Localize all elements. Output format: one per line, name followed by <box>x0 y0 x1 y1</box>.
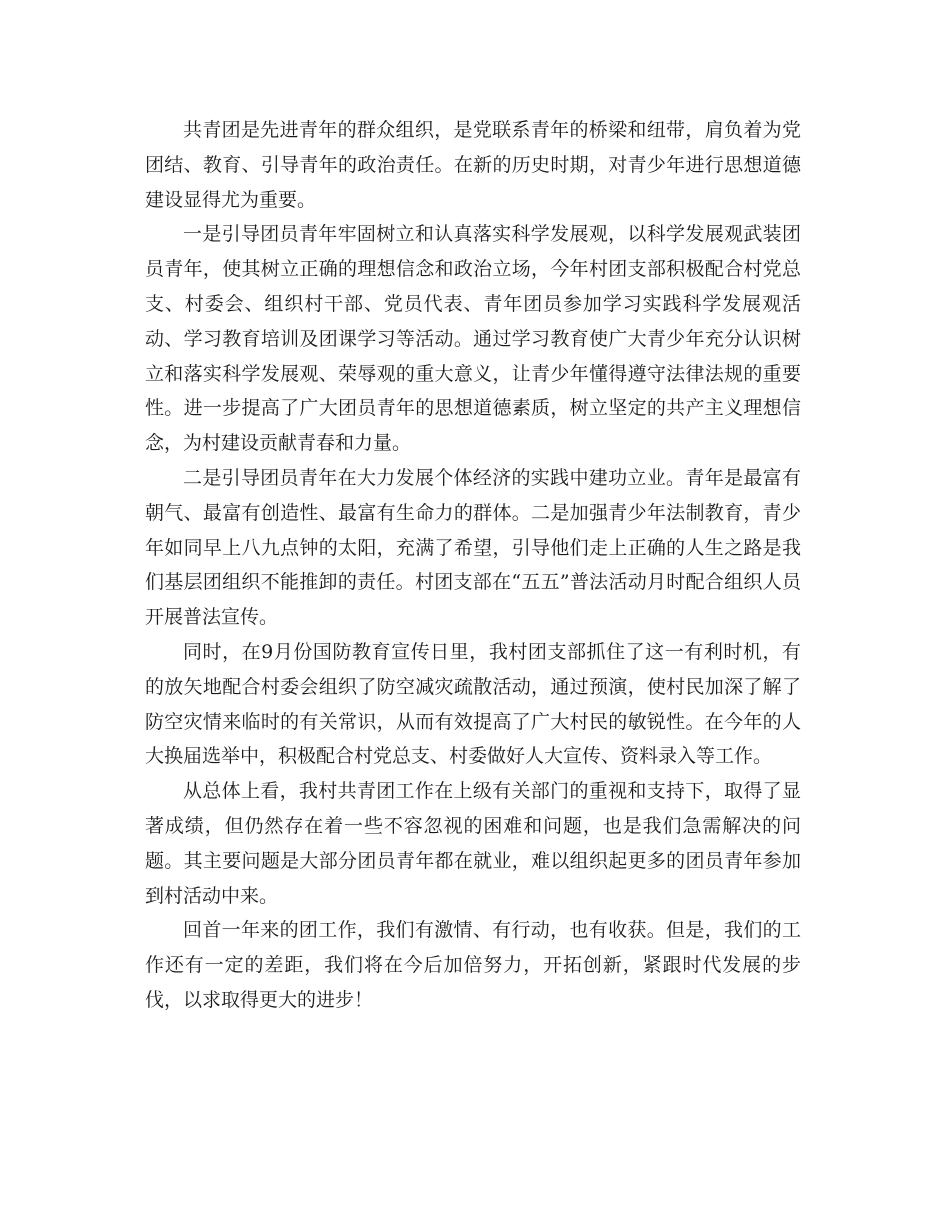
paragraph-1: 共青团是先进青年的群众组织，是党联系青年的桥梁和纽带，肩负着为党团结、教育、引导青年的政治责任。在新的历史时期，对青少年进行思想道德建设显得尤为重要。 <box>145 119 801 211</box>
document-body <box>145 113 801 1018</box>
paragraph-5: 从总体上看，我村共青团工作在上级有关部门的重视和支持下，取得了显著成绩，但仍然存在着一些不容忽视的困难和问题，也是我们急需解决的问题。其主要问题是大部分团员青年都在就业，难以组织起更多的团员青年参加到村活动中来。 <box>145 780 801 907</box>
paragraph-2: 一是引导团员青年牢固树立和认真落实科学发展观，以科学发展观武装团员青年，使其树立正确的理想信念和政治立场，今年村团支部积极配合村党总支、村委会、组织村干部、党员代表、青年团员参加学习实践科学发展观活动、学习教育培训及团课学习等活动。通过学习教育使广大青少年充分认识树立和落实科学发展观、荣辱观的重大意义，让青少年懂得遵守法律法规的重要性。进一步提高了广大团员青年的思想道德素质，树立坚定的共产主义理想信念，为村建设贡献青春和力量。 <box>145 223 801 455</box>
paragraph-4: 同时，在9月份国防教育宣传日里，我村团支部抓住了这一有利时机，有的放矢地配合村委会组织了防空减灾疏散活动，通过预演，使村民加深了解了防空灾情来临时的有关常识，从而有效提高了广大村民的敏锐性。在今年的人大换届选举中，积极配合村党总支、村委做好人大宣传、资料录入等工作。 <box>145 640 801 768</box>
paragraph-3: 二是引导团员青年在大力发展个体经济的实践中建功立业。青年是最富有朝气、最富有创造性、最富有生命力的群体。二是加强青少年法制教育，青少年如同早上八九点钟的太阳，充满了希望，引导他们走上正确的人生之路是我们基层团组织不能推卸的责任。村团支部在“五五”普法活动月时配合组织人员开展普法宣传。 <box>145 466 801 629</box>
paragraph-6: 回首一年来的团工作，我们有激情、有行动，也有收获。但是，我们的工作还有一定的差距，我们将在今后加倍努力，开拓创新，紧跟时代发展的步伐，以求取得更大的进步！ <box>145 919 801 1011</box>
